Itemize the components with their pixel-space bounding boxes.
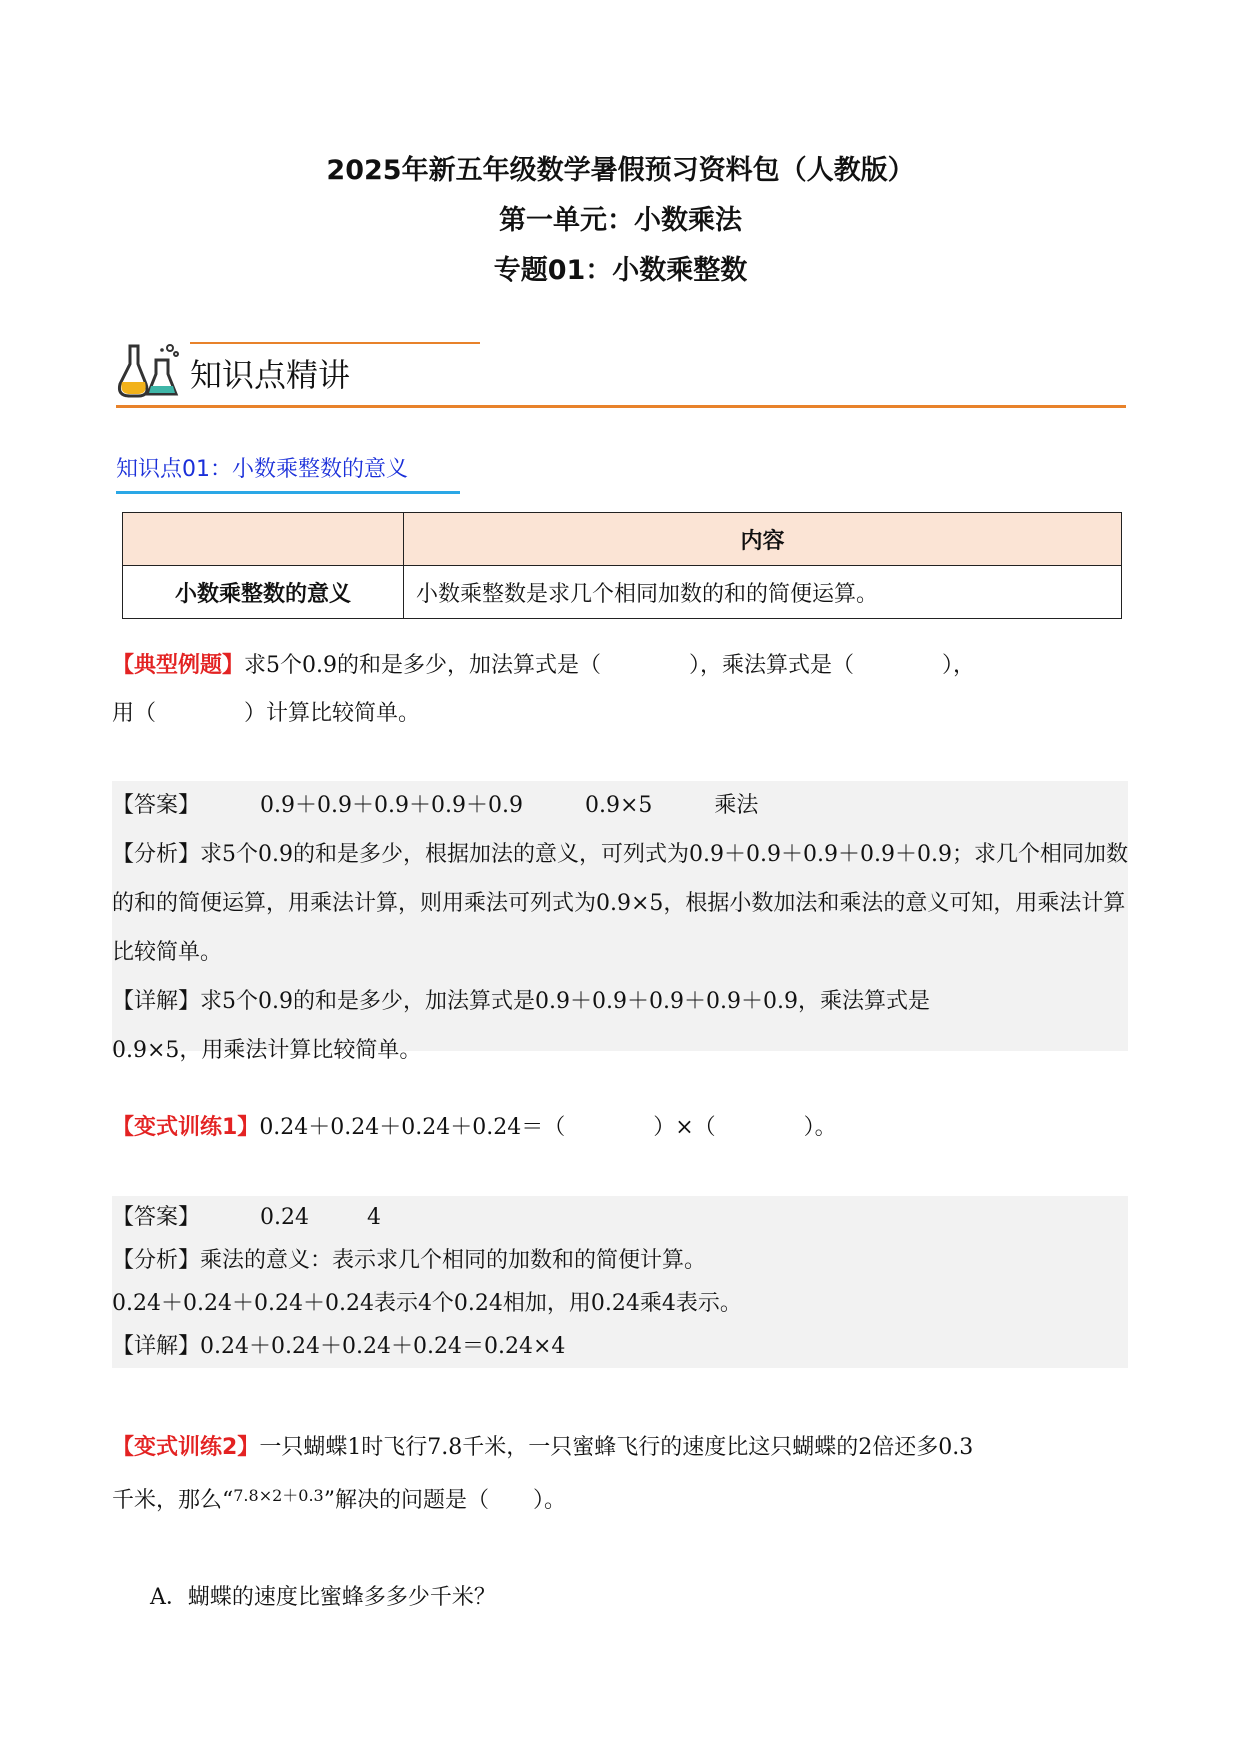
answer-tag: 【答案】 (112, 793, 201, 818)
flask-icon (116, 340, 182, 402)
variant1-tag: 【变式训练1】 (112, 1115, 260, 1140)
variant1-text: 0.24＋0.24＋0.24＋0.24＝（ ）×（ ）。 (259, 1115, 837, 1140)
detail-row-2: 0.9×5，用乘法计算比较简单。 (112, 1038, 422, 1063)
answer-value: 0.9＋0.9＋0.9＋0.9＋0.9 (260, 793, 523, 818)
example-line1: 求5个0.9的和是多少，加法算式是（ ），乘法算式是（ ）， (244, 653, 976, 678)
section-divider (116, 405, 1126, 408)
document-titles (0, 146, 1241, 296)
analysis-text: 乘法的意义：表示求几个相同的加数和的简便计算。 (200, 1248, 707, 1273)
analysis-paragraph (112, 830, 1128, 977)
option-a: A．蝴蝶的速度比蜜蜂多多少千米？ (150, 1585, 496, 1610)
knowledge-point-title: 知识点01：小数乘整数的意义 (116, 457, 408, 482)
answer-value: 乘法 (714, 793, 759, 818)
answer-row (112, 781, 1128, 830)
variant2-line1: 一只蝴蝶1时飞行7.8千米，一只蜜蜂飞行的速度比这只蝴蝶的2倍还多0.3 (259, 1435, 974, 1460)
variant2-tag: 【变式训练2】 (112, 1435, 260, 1460)
table-header-cell: 内容 (404, 513, 1122, 566)
main-title: 2025年新五年级数学暑假预习资料包（人教版） (326, 155, 915, 186)
knowledge-table (122, 512, 1122, 619)
knowledge-point-underline (116, 491, 460, 494)
table-header-cell (123, 513, 404, 566)
variant2-formula: 7.8×2＋0.3 (233, 1486, 324, 1505)
answer-row (112, 1196, 1128, 1239)
example-tag: 【典型例题】 (112, 653, 245, 678)
answer-value: 0.9×5 (584, 793, 653, 818)
example-question (112, 642, 1128, 738)
detail-text: 求5个0.9的和是多少，加法算式是0.9＋0.9＋0.9＋0.9＋0.9，乘法算式是 (200, 989, 930, 1014)
section-header (116, 338, 1126, 408)
section-label: 知识点精讲 (190, 356, 351, 394)
analysis-text: 求5个0.9的和是多少，根据加法的意义，可列式为0.9＋0.9＋0.9＋0.9＋0.9；求几个相同加数的和的简便运算，用乘法计算，则用乘法可列式为0.9×5，根据小数加法和乘法的意义可知，用乘法计算比较简单。 (112, 842, 1128, 965)
detail-tag: 【详解】 (112, 989, 201, 1014)
detail-row (112, 977, 1128, 1026)
analysis-row (112, 1239, 1128, 1282)
table-header-row (123, 513, 1122, 566)
variant2-line2-post: ”解决的问题是（ ）。 (323, 1488, 566, 1513)
detail-row (112, 1325, 1128, 1368)
example-answer-block (112, 781, 1128, 1063)
table-cell-content: 小数乘整数是求几个相同加数的和的简便运算。 (404, 566, 1122, 619)
variant2-question (112, 1424, 1128, 1525)
topic-title: 专题01：小数乘整数 (493, 255, 748, 286)
table-cell-term: 小数乘整数的意义 (123, 566, 404, 619)
answer-value: 4 (367, 1205, 381, 1230)
header-top-line (190, 342, 480, 344)
analysis-tag: 【分析】 (112, 1248, 201, 1273)
detail-tag: 【详解】 (112, 1334, 201, 1359)
variant1-question (112, 1104, 1128, 1152)
answer-value: 0.24 (260, 1205, 309, 1230)
table-row (123, 566, 1122, 619)
detail-text: 0.24＋0.24＋0.24＋0.24＝0.24×4 (200, 1334, 566, 1359)
variant2-line2-pre: 千米，那么“ (112, 1488, 234, 1513)
answer-tag: 【答案】 (112, 1205, 201, 1230)
analysis-tag: 【分析】 (112, 842, 201, 867)
example-line2: 用（ ）计算比较简单。 (112, 701, 421, 726)
variant1-answer-block (112, 1196, 1128, 1368)
analysis-row-2: 0.24＋0.24＋0.24＋0.24表示4个0.24相加，用0.24乘4表示。 (112, 1291, 742, 1316)
unit-title: 第一单元：小数乘法 (499, 205, 742, 236)
